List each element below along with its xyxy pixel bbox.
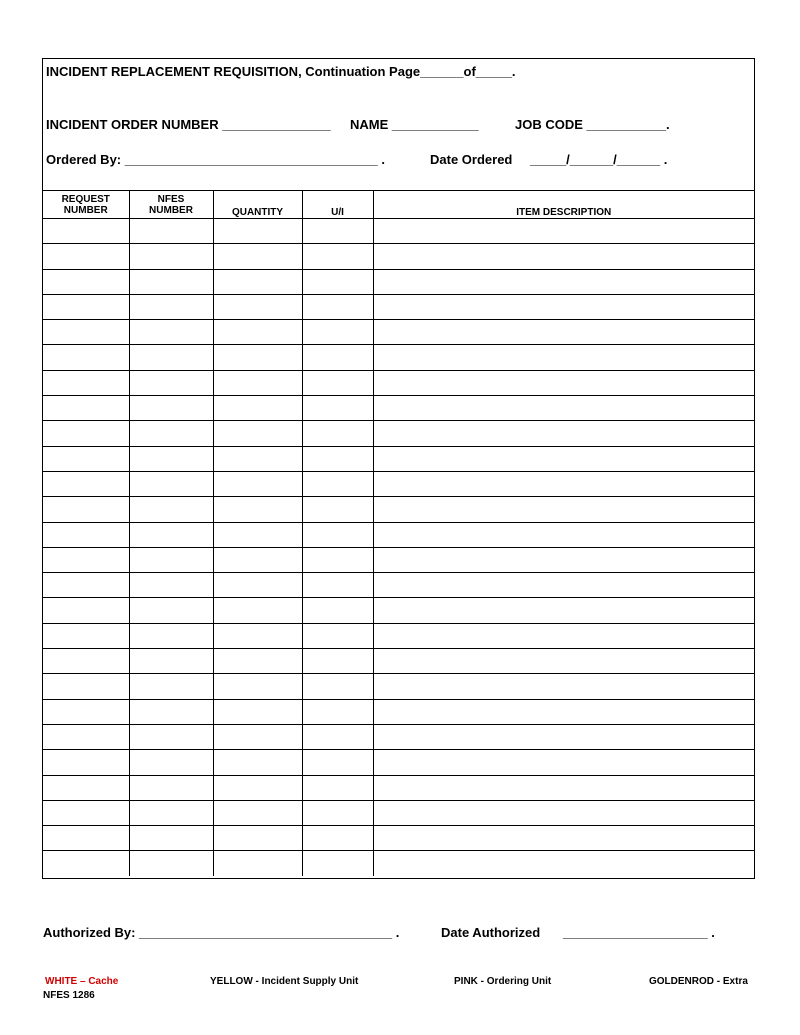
column-header-nfes-number (129, 191, 213, 219)
item-description-cell[interactable] (373, 522, 754, 547)
table-row (43, 522, 754, 547)
table-row (43, 598, 754, 623)
incident-order-number-field[interactable]: INCIDENT ORDER NUMBER _______________ (46, 117, 331, 132)
request-number-cell[interactable] (43, 724, 129, 749)
request-number-cell[interactable] (43, 219, 129, 244)
form-number: NFES 1286 (43, 990, 95, 1001)
authorized-by-field[interactable]: Authorized By: ___________________________________ . (43, 925, 400, 940)
quantity-cell[interactable] (213, 421, 302, 446)
quantity-cell[interactable] (213, 826, 302, 851)
ui-cell[interactable] (302, 219, 373, 244)
ui-cell[interactable] (302, 522, 373, 547)
request-number-cell[interactable] (43, 623, 129, 648)
ui-cell[interactable] (302, 497, 373, 522)
quantity-cell[interactable] (213, 320, 302, 345)
item-description-cell[interactable] (373, 320, 754, 345)
request-number-cell[interactable] (43, 244, 129, 269)
item-description-cell[interactable] (373, 471, 754, 496)
nfes-number-cell[interactable] (129, 775, 213, 800)
date-authorized-field[interactable]: ____________________ . (563, 925, 715, 940)
item-description-cell[interactable] (373, 497, 754, 522)
nfes-number-cell[interactable] (129, 800, 213, 825)
quantity-cell[interactable] (213, 800, 302, 825)
item-description-cell[interactable] (373, 649, 754, 674)
item-description-cell[interactable] (373, 219, 754, 244)
nfes-number-cell[interactable] (129, 826, 213, 851)
quantity-cell[interactable] (213, 724, 302, 749)
name-field[interactable]: NAME ____________ (350, 117, 479, 132)
request-number-cell[interactable] (43, 269, 129, 294)
item-description-cell[interactable] (373, 421, 754, 446)
table-row (43, 775, 754, 800)
request-number-cell[interactable] (43, 294, 129, 319)
item-description-cell[interactable] (373, 826, 754, 851)
request-number-cell[interactable] (43, 547, 129, 572)
column-header-ui: U/I (302, 191, 373, 219)
ui-cell[interactable] (302, 649, 373, 674)
item-description-cell[interactable] (373, 370, 754, 395)
request-number-cell[interactable] (43, 649, 129, 674)
request-number-cell[interactable] (43, 421, 129, 446)
nfes-number-cell[interactable] (129, 446, 213, 471)
ui-cell[interactable] (302, 471, 373, 496)
nfes-number-cell[interactable] (129, 598, 213, 623)
request-number-cell[interactable] (43, 775, 129, 800)
table-row (43, 674, 754, 699)
nfes-number-cell[interactable] (129, 649, 213, 674)
table-row (43, 446, 754, 471)
ui-cell[interactable] (302, 674, 373, 699)
item-description-cell[interactable] (373, 345, 754, 370)
copy-goldenrod-extra: GOLDENROD - Extra (649, 976, 748, 987)
date-ordered-label: Date Ordered (430, 152, 513, 167)
item-description-cell[interactable] (373, 269, 754, 294)
nfes-number-cell[interactable] (129, 471, 213, 496)
table-header-row (43, 191, 754, 219)
ui-cell[interactable] (302, 623, 373, 648)
quantity-cell[interactable] (213, 851, 302, 876)
nfes-number-cell[interactable] (129, 724, 213, 749)
nfes-number-cell[interactable] (129, 699, 213, 724)
ui-cell[interactable] (302, 724, 373, 749)
ui-cell[interactable] (302, 800, 373, 825)
nfes-number-cell[interactable] (129, 320, 213, 345)
nfes-number-cell[interactable] (129, 219, 213, 244)
item-description-cell[interactable] (373, 573, 754, 598)
ui-cell[interactable] (302, 826, 373, 851)
quantity-cell[interactable] (213, 699, 302, 724)
quantity-cell[interactable] (213, 522, 302, 547)
table-row (43, 269, 754, 294)
item-description-cell[interactable] (373, 851, 754, 876)
quantity-cell[interactable] (213, 219, 302, 244)
request-number-cell[interactable] (43, 750, 129, 775)
items-table (43, 190, 754, 876)
item-description-cell[interactable] (373, 396, 754, 421)
quantity-cell[interactable] (213, 750, 302, 775)
ui-cell[interactable] (302, 750, 373, 775)
nfes-number-cell[interactable] (129, 269, 213, 294)
table-row (43, 294, 754, 319)
item-description-cell[interactable] (373, 244, 754, 269)
item-description-cell[interactable] (373, 623, 754, 648)
quantity-cell[interactable] (213, 345, 302, 370)
nfes-number-cell[interactable] (129, 750, 213, 775)
column-header-item-description: ITEM DESCRIPTION (373, 191, 754, 219)
column-header-label: REQUEST (61, 194, 110, 205)
request-number-cell[interactable] (43, 851, 129, 876)
ui-cell[interactable] (302, 547, 373, 572)
nfes-number-cell[interactable] (129, 522, 213, 547)
date-ordered-field[interactable]: _____/______/______ . (530, 152, 668, 167)
request-number-cell[interactable] (43, 370, 129, 395)
item-description-cell[interactable] (373, 699, 754, 724)
table-row (43, 320, 754, 345)
ui-cell[interactable] (302, 699, 373, 724)
item-description-cell[interactable] (373, 800, 754, 825)
item-description-cell[interactable] (373, 547, 754, 572)
job-code-field[interactable]: JOB CODE ___________. (515, 117, 670, 132)
quantity-cell[interactable] (213, 547, 302, 572)
request-number-cell[interactable] (43, 573, 129, 598)
ui-cell[interactable] (302, 345, 373, 370)
nfes-number-cell[interactable] (129, 674, 213, 699)
item-description-cell[interactable] (373, 294, 754, 319)
quantity-cell[interactable] (213, 775, 302, 800)
ui-cell[interactable] (302, 244, 373, 269)
item-description-cell[interactable] (373, 446, 754, 471)
request-number-cell[interactable] (43, 446, 129, 471)
item-description-cell[interactable] (373, 674, 754, 699)
table-row (43, 471, 754, 496)
item-description-cell[interactable] (373, 750, 754, 775)
quantity-cell[interactable] (213, 244, 302, 269)
nfes-number-cell[interactable] (129, 396, 213, 421)
ui-cell[interactable] (302, 573, 373, 598)
request-number-cell[interactable] (43, 522, 129, 547)
nfes-number-cell[interactable] (129, 851, 213, 876)
table-row (43, 421, 754, 446)
quantity-cell[interactable] (213, 497, 302, 522)
column-header-label: NFES (157, 194, 185, 205)
ui-cell[interactable] (302, 598, 373, 623)
request-number-cell[interactable] (43, 396, 129, 421)
quantity-cell[interactable] (213, 573, 302, 598)
column-header-label: NUMBER (63, 205, 108, 216)
copy-pink-ordering-unit: PINK - Ordering Unit (454, 976, 552, 987)
item-description-cell[interactable] (373, 775, 754, 800)
nfes-number-cell[interactable] (129, 497, 213, 522)
table-row (43, 396, 754, 421)
ui-cell[interactable] (302, 320, 373, 345)
table-row (43, 800, 754, 825)
table-row (43, 497, 754, 522)
table-row (43, 244, 754, 269)
nfes-number-cell[interactable] (129, 547, 213, 572)
table-row (43, 750, 754, 775)
nfes-number-cell[interactable] (129, 345, 213, 370)
quantity-cell[interactable] (213, 269, 302, 294)
date-authorized-label: Date Authorized (441, 925, 541, 940)
nfes-number-cell[interactable] (129, 244, 213, 269)
request-number-cell[interactable] (43, 497, 129, 522)
table-row (43, 826, 754, 851)
nfes-number-cell[interactable] (129, 294, 213, 319)
quantity-cell[interactable] (213, 294, 302, 319)
request-number-cell[interactable] (43, 345, 129, 370)
table-row (43, 573, 754, 598)
ui-cell[interactable] (302, 396, 373, 421)
request-number-cell[interactable] (43, 598, 129, 623)
request-number-cell[interactable] (43, 471, 129, 496)
item-description-cell[interactable] (373, 724, 754, 749)
ui-cell[interactable] (302, 294, 373, 319)
form-title: INCIDENT REPLACEMENT REQUISITION, Continuation Page______of_____. (46, 64, 516, 79)
table-row (43, 547, 754, 572)
ordered-by-field[interactable]: Ordered By: ___________________________________ . (46, 152, 386, 167)
request-number-cell[interactable] (43, 674, 129, 699)
quantity-cell[interactable] (213, 446, 302, 471)
quantity-cell[interactable] (213, 396, 302, 421)
nfes-number-cell[interactable] (129, 573, 213, 598)
column-header-label: NUMBER (149, 205, 193, 216)
table-row (43, 370, 754, 395)
quantity-cell[interactable] (213, 623, 302, 648)
request-number-cell[interactable] (43, 320, 129, 345)
ui-cell[interactable] (302, 370, 373, 395)
table-row (43, 649, 754, 674)
table-row (43, 851, 754, 876)
request-number-cell[interactable] (43, 826, 129, 851)
quantity-cell[interactable] (213, 370, 302, 395)
table-row (43, 699, 754, 724)
column-header-quantity: QUANTITY (213, 191, 302, 219)
table-row (43, 623, 754, 648)
requisition-form (42, 58, 755, 879)
nfes-number-cell[interactable] (129, 370, 213, 395)
quantity-cell[interactable] (213, 674, 302, 699)
request-number-cell[interactable] (43, 699, 129, 724)
quantity-cell[interactable] (213, 598, 302, 623)
request-number-cell[interactable] (43, 800, 129, 825)
ui-cell[interactable] (302, 851, 373, 876)
ui-cell[interactable] (302, 775, 373, 800)
nfes-number-cell[interactable] (129, 421, 213, 446)
quantity-cell[interactable] (213, 471, 302, 496)
nfes-number-cell[interactable] (129, 623, 213, 648)
copy-yellow-incident-supply-unit: YELLOW - Incident Supply Unit (210, 976, 359, 987)
ui-cell[interactable] (302, 269, 373, 294)
item-description-cell[interactable] (373, 598, 754, 623)
quantity-cell[interactable] (213, 649, 302, 674)
column-header-request-number (43, 191, 129, 219)
ui-cell[interactable] (302, 421, 373, 446)
ui-cell[interactable] (302, 446, 373, 471)
table-row (43, 724, 754, 749)
table-row (43, 219, 754, 244)
copy-white-cache: WHITE – Cache (45, 976, 119, 987)
table-row (43, 345, 754, 370)
